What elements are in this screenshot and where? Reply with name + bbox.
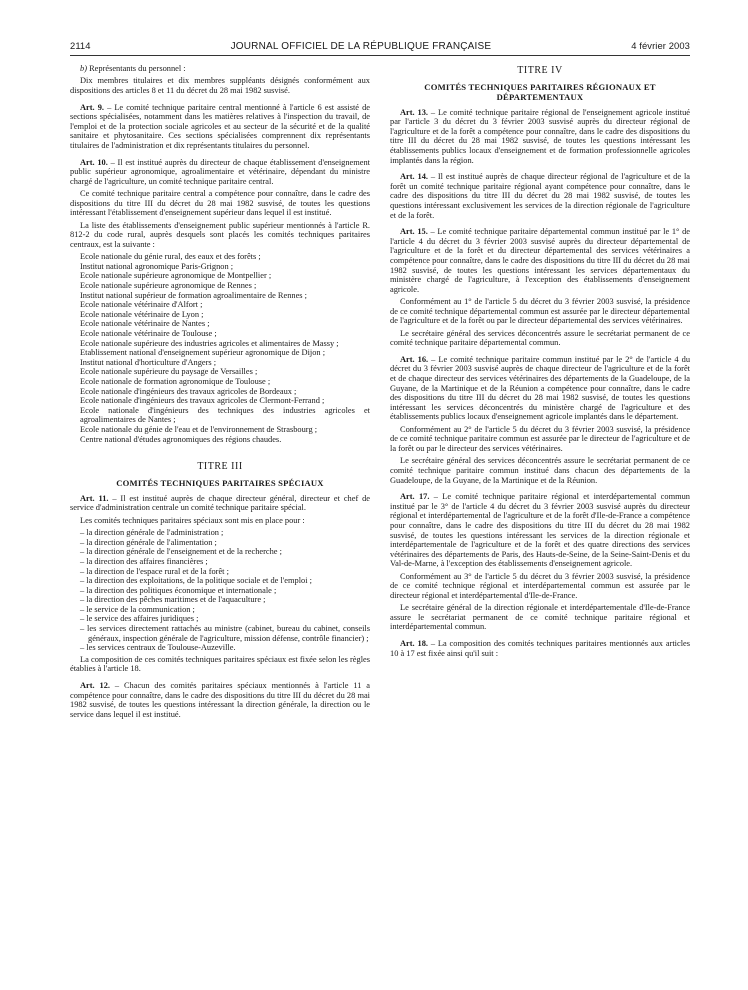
list-item: Institut national d'horticulture d'Angers ; [80, 357, 217, 367]
list-item: Institut national supérieur de formation agroalimentaire de Rennes ; [80, 290, 307, 300]
list-item: Ecole nationale du génie de l'eau et de l'environnement de Strasbourg ; [80, 424, 318, 434]
article-17-text: – Le comité technique paritaire régional et interdépartemental commun institué par le 3° de l'article 4 du décret du 3 février 2003 susvisé auprès du directeur régional et interdépartemental de l'agriculture et de la forêt d'Ile-de-France a compétence pour connaître, dans le cadre des dispositions du titre III du décret du 28 mai 1982 susvisé, de toutes les questions intéressant les services de la direction régionale et interdépartementale de l'agriculture et de la forêt et des quatre directions des services vétérinaires des départements de Paris, des Hauts-de-Seine, de la Seine-Saint-Denis et du Val-de-Marne, à l'exception des établissements d'enseignement agricole. [390, 492, 690, 569]
article-15-number: Art. 15. [400, 227, 428, 237]
list-item: Ecole nationale vétérinaire de Lyon ; [80, 309, 204, 319]
list-item: Institut national agronomique Paris-Grignon ; [80, 261, 234, 271]
paragraph-b-text: Représentants du personnel : [86, 64, 186, 73]
article-17-paragraph-2: Conformément au 3° de l'article 5 du décret du 3 février 2003 susvisé, la présidence de ce comité technique régional et interdépartemental commun est assurée par le directeur régional et interdépartemental d'Ile-de-France. [390, 571, 690, 600]
article-16-paragraph-2: Conformément au 2° de l'article 5 du décret du 3 février 2003 susvisé, la présidence de ce comité technique paritaire commun est assurée par le directeur de l'agriculture et de la forêt ou par le directeur des services vétérinaires. [390, 424, 690, 453]
article-15-paragraph-3: Le secrétaire général des services déconcentrés assure le secrétariat permanent de ce comité technique paritaire départemental commun. [390, 328, 690, 348]
list-item: – la direction générale de l'alimentation ; [80, 537, 217, 547]
article-16-text: – Le comité technique paritaire commun institué par le 2° de l'article 4 du décret du 3 février 2003 susvisé auprès de chaque directeur de l'agriculture et de la forêt et de chaque directeur des services vétérinaires des départements de la Guadeloupe, de la Guyane, de la Martinique et de la Réunion a compétence pour connaître, dans le cadre des dispositions du titre III du décret du 28 mai 1982 susvisé, de toutes les questions intéressant les services déconcentrés du ministère chargé de l'agriculture et des établissements publics locaux d'enseignement agricole implantés dans le département. [390, 354, 691, 422]
list-item: Ecole nationale d'ingénieurs des techniques des industries agricoles et agroalimentaires de Nantes ; [80, 405, 370, 425]
article-10 [70, 158, 370, 187]
services-list [70, 528, 370, 653]
list-letter-b: b) [80, 64, 87, 73]
article-11-text: – Il est institué auprès de chaque directeur général, directeur et chef de service d'administration centrale un comité technique paritaire spécial. [70, 493, 370, 513]
list-item: – la direction des affaires financières ; [80, 556, 208, 566]
list-item: Centre national d'études agronomiques des régions chaudes. [80, 434, 282, 444]
article-11-paragraph-3: La composition de ces comités techniques paritaires spéciaux est fixée selon les règles établies à l'article 18. [70, 654, 370, 674]
article-9 [70, 103, 370, 151]
list-item: – les services centraux de Toulouse-Auzeville. [80, 643, 236, 653]
article-18-text: – La composition des comités techniques paritaires mentionnés aux articles 10 à 17 est fixée ainsi qu'il suit : [390, 639, 691, 658]
list-item: Etablissement national d'enseignement supérieur agronomique de Dijon ; [80, 348, 326, 358]
list-item: – la direction de l'espace rural et de la forêt ; [80, 566, 229, 576]
publication-date: 4 février 2003 [631, 40, 690, 51]
article-9-number: Art. 9. [80, 102, 104, 112]
article-16 [390, 355, 690, 422]
list-item: Ecole nationale supérieure des industries agricoles et alimentaires de Massy ; [80, 338, 339, 348]
paragraph-b [70, 64, 370, 74]
article-14-number: Art. 14. [400, 172, 428, 182]
article-10-paragraph-2: Ce comité technique paritaire central a compétence pour connaître, dans le cadre des dispositions du titre III du décret du 28 mai 1982 susvisé, de toutes les questions intéressant l'établissement d'enseignement supérieur dans lequel il est institué. [70, 189, 370, 218]
article-12-text: – Chacun des comités paritaires spéciaux mentionnés à l'article 11 a compétence pour connaître, dans le cadre des dispositions du titre III du décret du 28 mai 1982 susvisé, de toutes les questions intéressant la direction générale, la direction ou le service dans lequel il est institué. [70, 681, 370, 719]
list-item: – les services directement rattachés au ministre (cabinet, bureau du cabinet, conseils généraux, inspection générale de l'agriculture, mission défense, contrôle financier) ; [80, 624, 370, 643]
article-9-text: – Le comité technique paritaire central mentionné à l'article 6 est assisté de sections spécialisées, notamment dans les matières relatives à l'inspection du travail, de l'emploi et de la protection sociale agricoles et au secteur de la sécurité et de la qualité sanitaire et phytosanitaire. Ces sections spécialisées comprennent dix représentants titulaires de l'administration et dix représentants titulaires du personnel. [70, 102, 370, 150]
article-16-paragraph-3: Le secrétaire général des services déconcentrés assure le secrétariat permanent de ce comité technique paritaire commun institué dans chacun des départements de la Guadeloupe, de la Guyane, de la Martinique et de la Réunion. [390, 456, 690, 485]
article-16-number: Art. 16. [400, 354, 429, 364]
article-14-text: – Il est institué auprès de chaque directeur régional de l'agriculture et de la forêt un comité technique paritaire régional ayant compétence pour connaître, dans le cadre des dispositions du titre III du décret du 28 mai 1982 susvisé, de toutes les questions intéressant exclusivement les services de la direction régionale de l'agriculture et de la forêt. [390, 172, 690, 220]
article-17 [390, 492, 690, 569]
paragraph-b-body: Dix membres titulaires et dix membres suppléants désignés conformément aux dispositions des articles 8 et 11 du décret du 28 mai 1982 susvisé. [70, 76, 370, 95]
article-15-paragraph-2: Conformément au 1° de l'article 5 du décret du 3 février 2003 susvisé, la présidence de ce comité technique départemental commun est assurée par le directeur départemental de l'agriculture et de la forêt ou par le directeur départemental des services vétérinaires. [390, 297, 690, 326]
left-column [70, 64, 370, 722]
article-17-paragraph-3: Le secrétaire général de la direction régionale et interdépartementale d'Ile-de-France assure le secrétariat permanent de ce comité technique paritaire régional et interdépartemental commun. [390, 603, 690, 632]
article-12 [70, 681, 370, 719]
article-10-paragraph-3: La liste des établissements d'enseignement public supérieur mentionnés à l'article R. 812-2 du code rural, auprès desquels sont placés les comités techniques paritaires centraux, est la suivante : [70, 220, 370, 249]
list-item: Ecole nationale supérieure agronomique de Montpellier ; [80, 271, 272, 281]
list-item: Ecole nationale supérieure agronomique de Rennes ; [80, 281, 257, 291]
article-13-number: Art. 13. [400, 107, 429, 117]
article-17-number: Art. 17. [400, 492, 430, 502]
list-item: – la direction générale de l'administration ; [80, 528, 224, 538]
article-12-number: Art. 12. [80, 681, 110, 691]
list-item: Ecole nationale d'ingénieurs des travaux agricoles de Clermont-Ferrand ; [80, 396, 325, 406]
article-11 [70, 494, 370, 513]
article-15 [390, 227, 690, 294]
article-11-number: Art. 11. [80, 493, 109, 503]
titre-4-label: TITRE IV [517, 65, 563, 76]
titre-3-heading: COMITÉS TECHNIQUES PARITAIRES SPÉCIAUX [116, 477, 324, 488]
list-item: Ecole nationale de formation agronomique de Toulouse ; [80, 377, 271, 386]
list-item: – la direction des exploitations, de la politique sociale et de l'emploi ; [80, 576, 312, 586]
article-14 [390, 172, 690, 220]
journal-title: JOURNAL OFFICIEL DE LA RÉPUBLIQUE FRANÇAISE [230, 41, 492, 52]
titre-4-heading: COMITÉS TECHNIQUES PARITAIRES RÉGIONAUX ET DÉPARTEMENTAUX [424, 81, 656, 102]
page-header [70, 40, 690, 56]
article-18-number: Art. 18. [400, 639, 428, 649]
page-number: 2114 [70, 40, 91, 51]
list-item: Ecole nationale d'ingénieurs des travaux agricoles de Bordeaux ; [80, 386, 297, 396]
article-18 [390, 639, 690, 658]
right-column [390, 64, 690, 722]
list-item: Ecole nationale vétérinaire de Toulouse ; [80, 329, 217, 339]
titre-3-label: TITRE III [197, 461, 243, 473]
list-item: Ecole nationale supérieure du paysage de Versailles ; [80, 367, 258, 377]
two-column-body [70, 64, 690, 722]
list-item: – la direction générale de l'enseignement et de la recherche ; [80, 547, 282, 557]
article-15-text: – Le comité technique paritaire départemental commun institué par le 1° de l'article 4 du décret du 3 février 2003 susvisé auprès du directeur départemental de l'agriculture et de la forêt et du directeur départemental des services vétérinaires a compétence pour connaître, dans le cadre des dispositions du titre III du décret du 28 mai 1982 susvisé, de toutes les questions intéressant les services départementaux du ministère chargé de l'agriculture, à l'exception des établissements d'enseignement agricole. [390, 227, 690, 294]
list-item: Ecole nationale vétérinaire de Nantes ; [80, 319, 210, 329]
list-item: – le service des affaires juridiques ; [80, 614, 199, 624]
article-10-number: Art. 10. [80, 157, 108, 167]
list-item: – le service de la communication ; [80, 604, 195, 614]
list-item: – la direction des pêches maritimes et de l'aquaculture ; [80, 595, 266, 605]
schools-list [70, 252, 370, 444]
article-11-paragraph-2: Les comités techniques paritaires spéciaux sont mis en place pour : [80, 515, 305, 525]
list-item: – la direction des politiques économique et internationale ; [80, 585, 277, 595]
list-item: Ecole nationale vétérinaire d'Alfort ; [80, 300, 203, 310]
article-13-text: – Le comité technique paritaire régional de l'enseignement agricole institué par l'article 3 du décret du 3 février 2003 susvisé auprès du directeur régional de l'agriculture et de la forêt a compétence pour connaître, dans le cadre des dispositions du titre III du décret du 28 mai 1982 susvisé, de toutes les questions intéressant les établissements publics locaux d'enseignement et de formation professionnelle agricoles implantés dans la région. [390, 107, 690, 165]
list-item: Ecole nationale du génie rural, des eaux et des forêts ; [80, 252, 261, 262]
article-13 [390, 108, 690, 166]
article-10-text: – Il est institué auprès du directeur de chaque établissement d'enseignement public supérieur agronomique, agroalimentaire et vétérinaire, dépendant du ministre chargé de l'agriculture, un comité technique paritaire central. [70, 157, 370, 186]
